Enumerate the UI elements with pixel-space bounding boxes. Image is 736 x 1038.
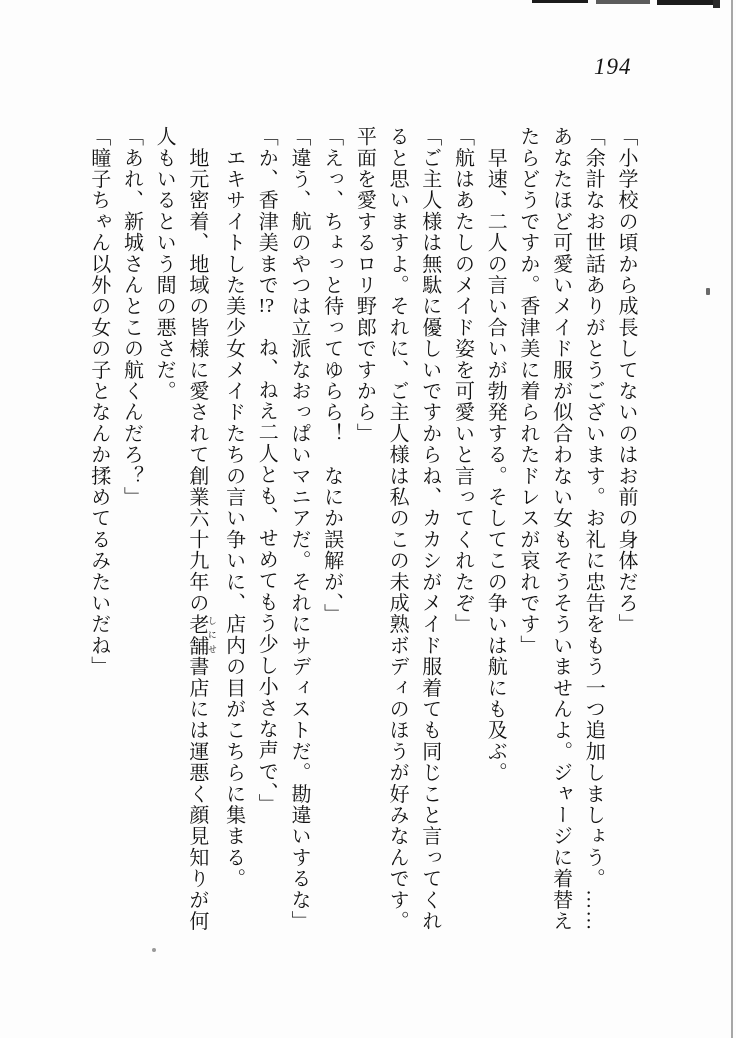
text-line: たらどうですか。香津美に着られたドレスが哀れです」 bbox=[516, 126, 539, 656]
text-line: 「か、香津美まで!? ね、ねえ二人とも、せめてもう少し小さな声で、」 bbox=[255, 126, 278, 815]
scan-artifact-top-bar-3 bbox=[657, 0, 715, 5]
text-line: 平面を愛するロリ野郎ですから」 bbox=[353, 126, 376, 444]
text-line: 「航はあたしのメイド姿を可愛いと言ってくれたぞ」 bbox=[451, 126, 474, 635]
ruby-word: 老舗 しにせ bbox=[185, 613, 217, 657]
text-line: 「ご主人様は無駄に優しいですからね、カカシがメイド服着ても同じこと言ってくれ bbox=[418, 126, 441, 932]
tatechuyoko-text: !? bbox=[258, 295, 275, 316]
text-line: 「あれ、新城さんとこの航くんだろ？」 bbox=[120, 126, 143, 508]
text-line: 「えっ、ちょっと待ってゆらら！ なにか誤解が、」 bbox=[320, 126, 343, 625]
scan-artifact-top-nub bbox=[713, 0, 720, 8]
scan-artifact-speck-1 bbox=[706, 288, 710, 295]
text-line: 「小学校の頃から成長してないのはお前の身体だろ」 bbox=[615, 126, 637, 635]
scan-artifact-right-edge-line bbox=[731, 0, 733, 1038]
text-line: 地元密着、地域の皆様に愛されて創業六十九年の老舗 しにせ書店には運悪く顔見知りが何 bbox=[185, 126, 217, 932]
text-line: 「瞳子ちゃん以外の女の子となんか揉めてるみたいだね」 bbox=[87, 126, 110, 678]
page-number: 194 bbox=[594, 54, 632, 79]
text-line: 「余計なお世話ありがとうございます。お礼に忠告をもう一つ追加しましょう。…… bbox=[582, 126, 605, 932]
scan-artifact-top-bar-2 bbox=[596, 0, 650, 4]
text-line: ると思いますよ。それに、ご主人様は私のこの未成熟ボディのほうが好みなんです。 bbox=[386, 126, 409, 932]
text-block bbox=[85, 126, 642, 968]
text-line: あなたほど可愛いメイド服が似合わない女もそうそういませんよ。ジャージに着替え bbox=[549, 126, 572, 932]
text-line: 人もいるという間の悪さだ。 bbox=[153, 126, 176, 402]
text-line: 「違う、航のやつは立派なおっぱいマニアだ。それにサディストだ。勘違いするな」 bbox=[287, 126, 310, 932]
text-line: 早速、二人の言い合いが勃発する。そしてこの争いは航にも及ぶ。 bbox=[484, 126, 507, 784]
furigana: しにせ bbox=[206, 613, 217, 657]
text-line: エキサイトした美少女メイドたちの言い争いに、店内の目がこちらに集まる。 bbox=[222, 126, 245, 890]
scan-artifact-top-bar-1 bbox=[532, 0, 588, 3]
